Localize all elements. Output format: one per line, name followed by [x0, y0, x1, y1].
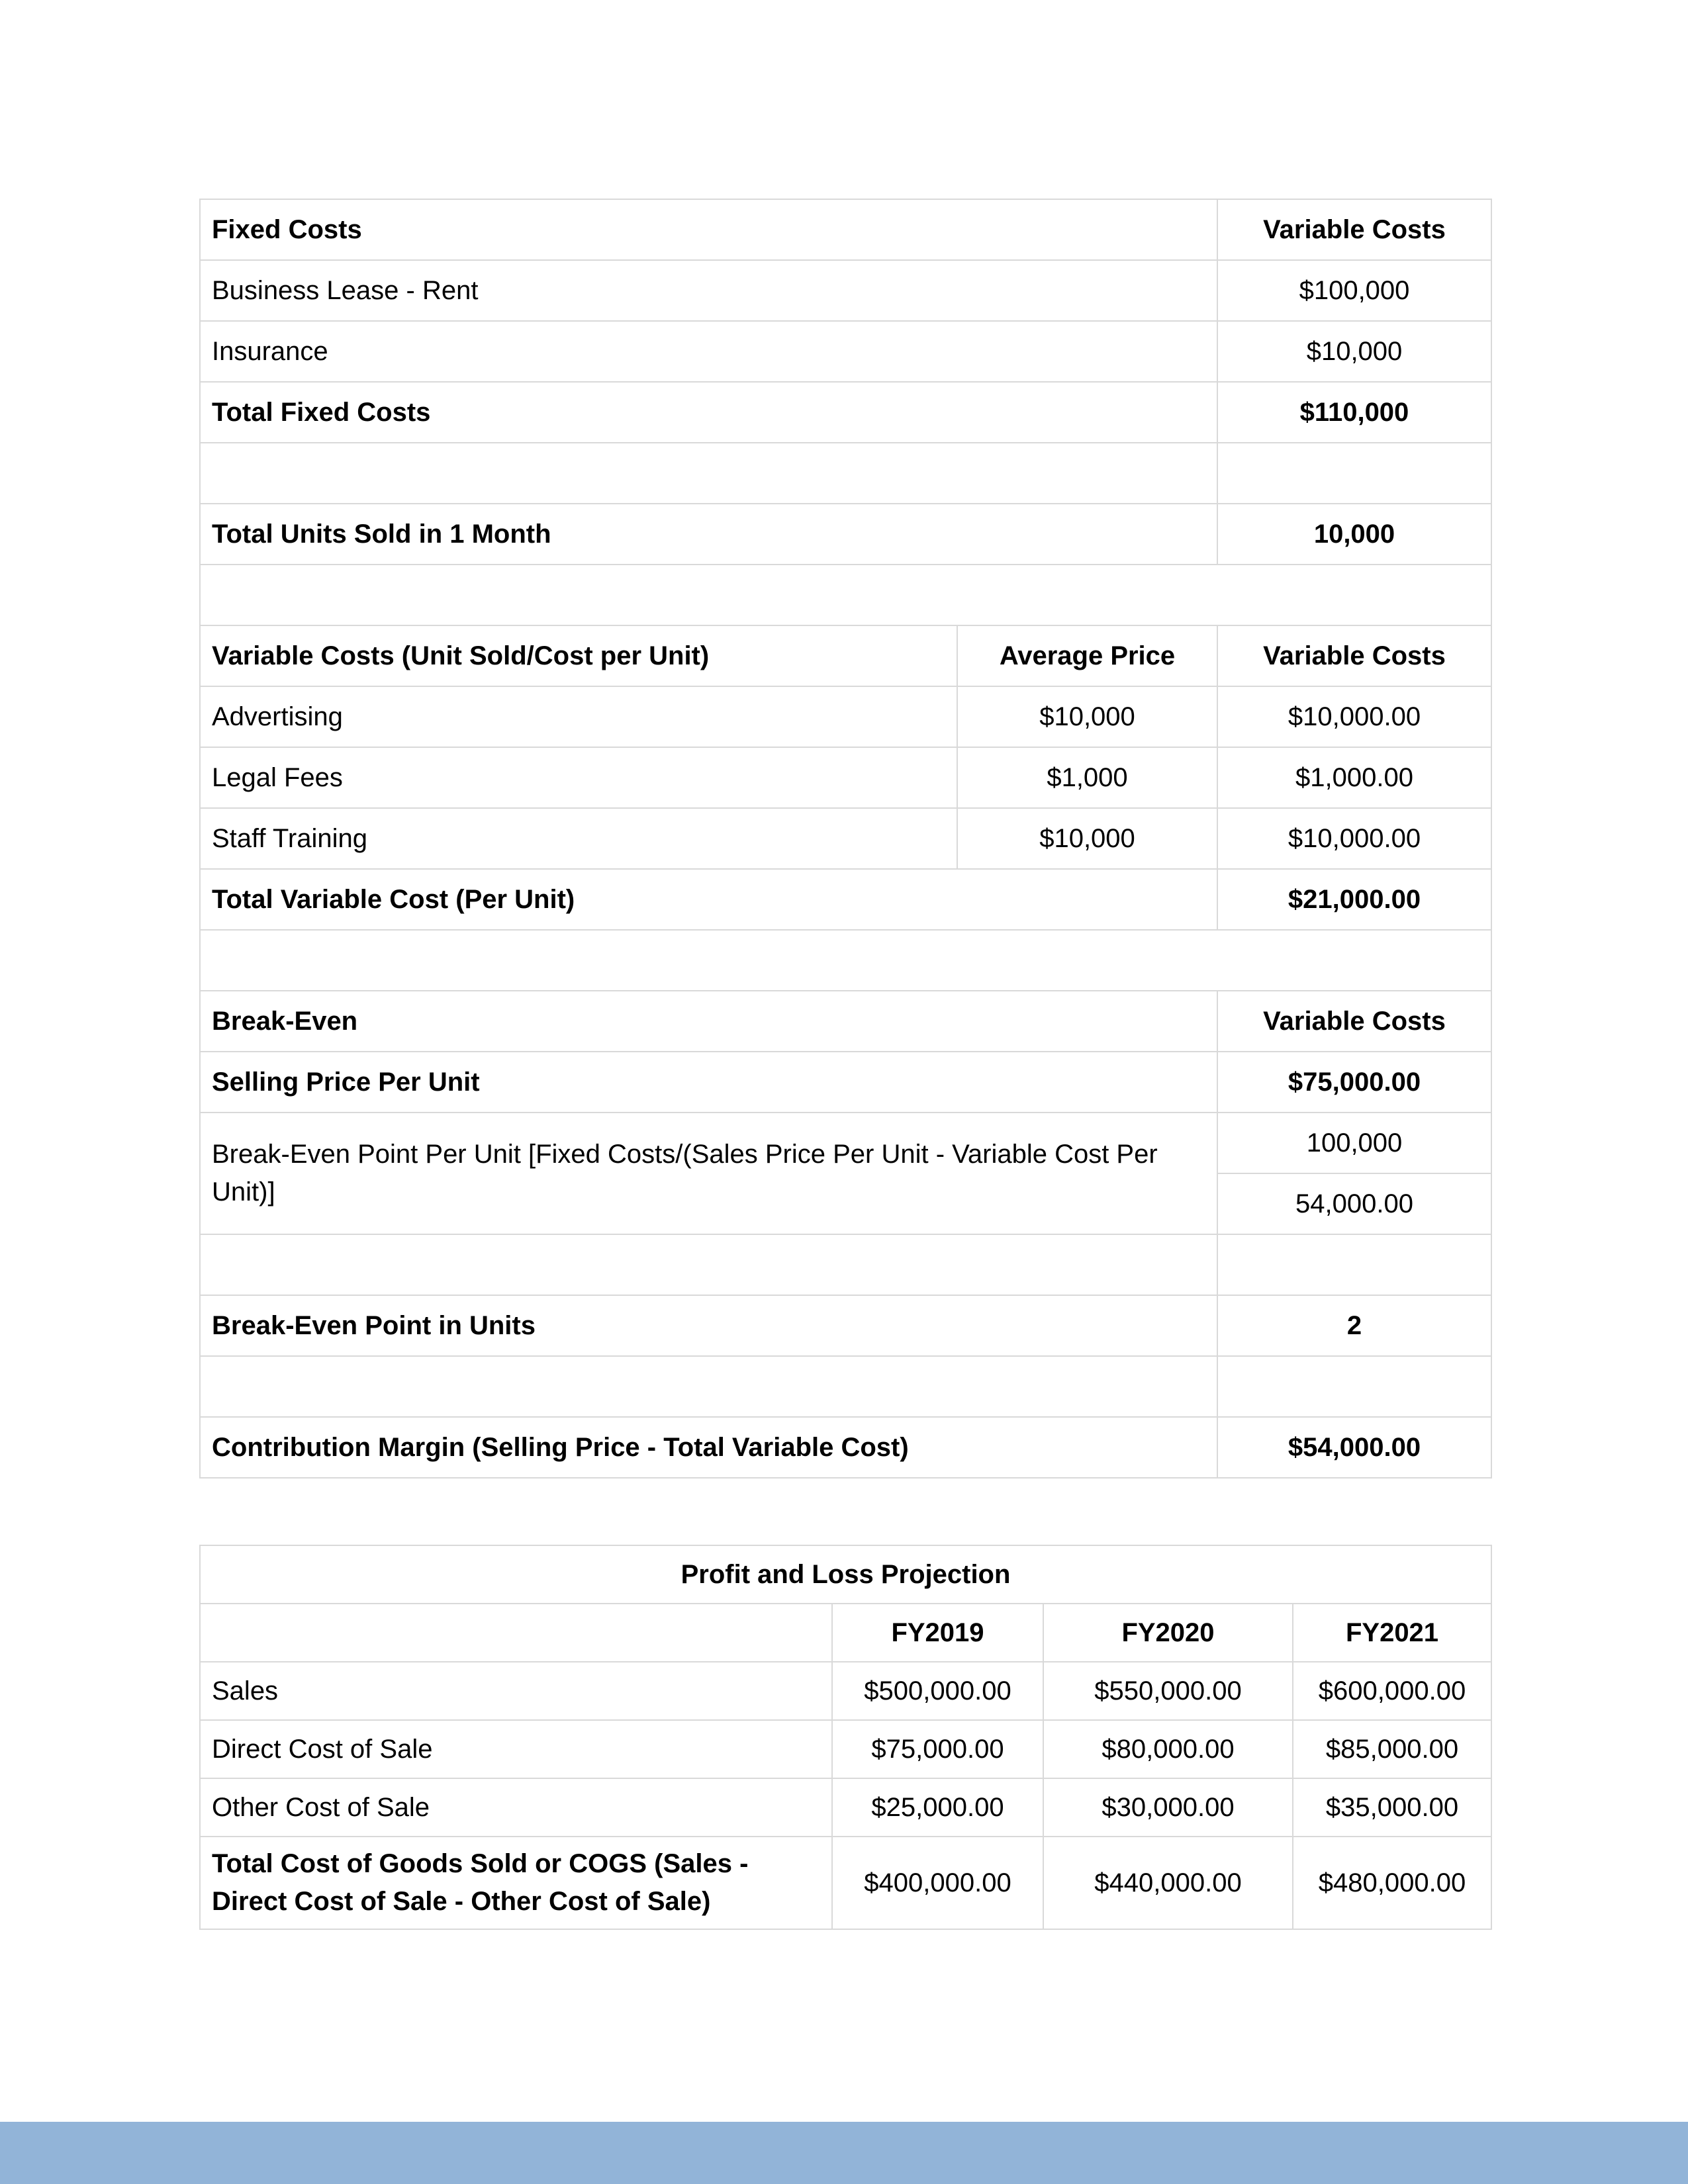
- row-value: $600,000.00: [1293, 1662, 1491, 1720]
- pnl-title: Profit and Loss Projection: [200, 1545, 1491, 1604]
- spacer-row: [200, 565, 1491, 625]
- row-value: $85,000.00: [1293, 1720, 1491, 1778]
- average-price-header: Average Price: [957, 625, 1217, 686]
- cogs-row: [200, 1837, 1491, 1929]
- row-value: $440,000.00: [1043, 1837, 1293, 1929]
- total-fixed-costs-row: [200, 382, 1491, 443]
- total-variable-cost-label: Total Variable Cost (Per Unit): [200, 869, 1217, 930]
- break-even-formula-label: Break-Even Point Per Unit [Fixed Costs/(Sales Price Per Unit - Variable Cost Per Unit)]: [200, 1113, 1217, 1234]
- total-fixed-costs-label: Total Fixed Costs: [200, 382, 1217, 443]
- empty-cell: [1217, 443, 1491, 504]
- row-value: $35,000.00: [1293, 1778, 1491, 1837]
- row-value: $480,000.00: [1293, 1837, 1491, 1929]
- contribution-margin-row: [200, 1417, 1491, 1478]
- contribution-margin-label: Contribution Margin (Selling Price - Total Variable Cost): [200, 1417, 1217, 1478]
- row-value: $100,000: [1217, 260, 1491, 321]
- year-header: FY2021: [1293, 1604, 1491, 1662]
- row-value: $80,000.00: [1043, 1720, 1293, 1778]
- pnl-title-row: [200, 1545, 1491, 1604]
- year-header: FY2019: [832, 1604, 1043, 1662]
- profit-loss-table: [199, 1545, 1492, 1930]
- break-even-formula-value: 100,000: [1217, 1113, 1491, 1173]
- break-even-units-value: 2: [1217, 1295, 1491, 1356]
- break-even-header-row: [200, 991, 1491, 1052]
- break-even-formula-row: [200, 1113, 1491, 1173]
- fixed-costs-header: Fixed Costs: [200, 199, 1217, 260]
- variable-costs-header: Variable Costs: [1217, 991, 1491, 1052]
- units-sold-row: [200, 504, 1491, 565]
- cost-breakdown-table: [199, 199, 1492, 1479]
- units-sold-value: 10,000: [1217, 504, 1491, 565]
- row-value: $550,000.00: [1043, 1662, 1293, 1720]
- break-even-units-label: Break-Even Point in Units: [200, 1295, 1217, 1356]
- row-price: $1,000: [957, 747, 1217, 808]
- table-row: [200, 1662, 1491, 1720]
- empty-cell: [200, 1234, 1217, 1295]
- row-price: $10,000: [957, 808, 1217, 869]
- row-value: $500,000.00: [832, 1662, 1043, 1720]
- table-row: [200, 686, 1491, 747]
- contribution-margin-value: $54,000.00: [1217, 1417, 1491, 1478]
- row-value: $30,000.00: [1043, 1778, 1293, 1837]
- total-fixed-costs-value: $110,000: [1217, 382, 1491, 443]
- units-sold-label: Total Units Sold in 1 Month: [200, 504, 1217, 565]
- row-value: $400,000.00: [832, 1837, 1043, 1929]
- row-label: Other Cost of Sale: [200, 1778, 832, 1837]
- row-value: $10,000.00: [1217, 686, 1491, 747]
- empty-cell: [200, 930, 1491, 991]
- empty-cell: [200, 1356, 1217, 1417]
- footer-band: [0, 2122, 1688, 2184]
- empty-cell: [200, 443, 1217, 504]
- row-value: $1,000.00: [1217, 747, 1491, 808]
- total-variable-cost-row: [200, 869, 1491, 930]
- selling-price-label: Selling Price Per Unit: [200, 1052, 1217, 1113]
- spacer-row: [200, 1356, 1491, 1417]
- total-variable-cost-value: $21,000.00: [1217, 869, 1491, 930]
- table-row: [200, 1778, 1491, 1837]
- pnl-years-row: [200, 1604, 1491, 1662]
- row-label: Direct Cost of Sale: [200, 1720, 832, 1778]
- row-label: Business Lease - Rent: [200, 260, 1217, 321]
- spacer-row: [200, 1234, 1491, 1295]
- cogs-label: Total Cost of Goods Sold or COGS (Sales - Direct Cost of Sale - Other Cost of Sale): [200, 1837, 832, 1929]
- spacer-row: [200, 930, 1491, 991]
- row-label: Staff Training: [200, 808, 957, 869]
- row-label: Insurance: [200, 321, 1217, 382]
- variable-costs-header-row: [200, 625, 1491, 686]
- row-value: $25,000.00: [832, 1778, 1043, 1837]
- row-label: Sales: [200, 1662, 832, 1720]
- variable-costs-header: Variable Costs: [1217, 625, 1491, 686]
- break-even-units-row: [200, 1295, 1491, 1356]
- row-value: $10,000: [1217, 321, 1491, 382]
- table-row: [200, 747, 1491, 808]
- break-even-header: Break-Even: [200, 991, 1217, 1052]
- table-row: [200, 321, 1491, 382]
- empty-cell: [200, 1604, 832, 1662]
- fixed-costs-header-row: [200, 199, 1491, 260]
- variable-costs-section-header: Variable Costs (Unit Sold/Cost per Unit): [200, 625, 957, 686]
- empty-cell: [1217, 1356, 1491, 1417]
- variable-costs-header: Variable Costs: [1217, 199, 1491, 260]
- table-row: [200, 1720, 1491, 1778]
- table-row: [200, 260, 1491, 321]
- spacer-row: [200, 443, 1491, 504]
- empty-cell: [1217, 1234, 1491, 1295]
- row-value: $75,000.00: [832, 1720, 1043, 1778]
- row-label: Legal Fees: [200, 747, 957, 808]
- row-value: $10,000.00: [1217, 808, 1491, 869]
- row-label: Advertising: [200, 686, 957, 747]
- table-row: [200, 808, 1491, 869]
- break-even-formula-value: 54,000.00: [1217, 1173, 1491, 1234]
- empty-cell: [200, 565, 1491, 625]
- selling-price-value: $75,000.00: [1217, 1052, 1491, 1113]
- selling-price-row: [200, 1052, 1491, 1113]
- year-header: FY2020: [1043, 1604, 1293, 1662]
- row-price: $10,000: [957, 686, 1217, 747]
